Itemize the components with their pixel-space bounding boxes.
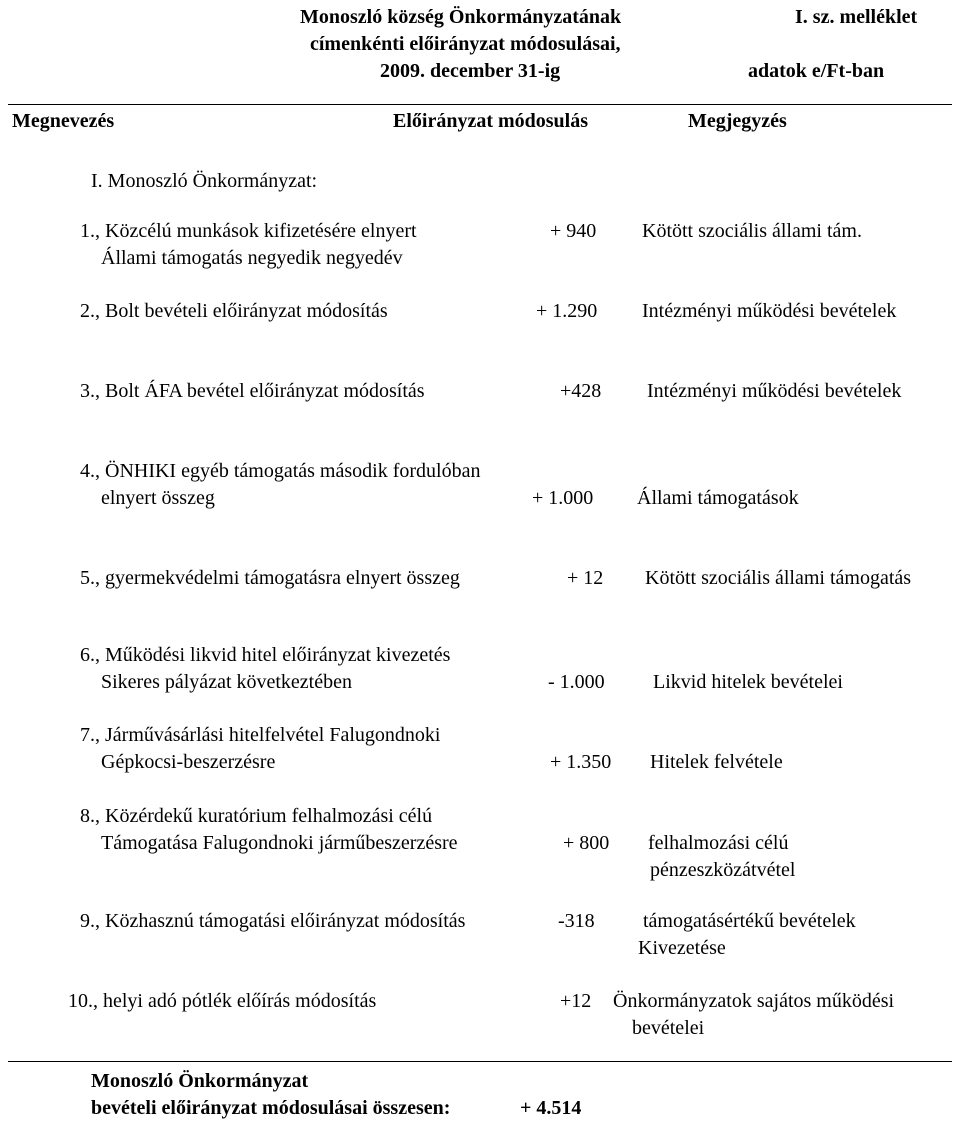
item-2-amount: + 1.290 <box>536 300 598 322</box>
item-2-line-1: 2., Bolt bevételi előirányzat módosítás <box>80 300 388 322</box>
item-6-note: Likvid hitelek bevételei <box>653 671 843 693</box>
summary-rule <box>8 1061 952 1062</box>
item-3-amount: +428 <box>560 380 602 402</box>
item-8-note-line-1: felhalmozási célú <box>648 832 789 854</box>
item-7-line-2: Gépkocsi-beszerzésre <box>101 751 276 773</box>
item-1-amount: + 940 <box>550 220 597 242</box>
item-4-line-1: 4., ÖNHIKI egyéb támogatás második fordulóban <box>80 460 481 482</box>
item-9-note-line-2: Kivezetése <box>638 937 726 959</box>
item-4-line-2: elnyert összeg <box>101 487 215 509</box>
item-6-amount: - 1.000 <box>548 671 605 693</box>
column-header-amount: Előirányzat módosulás <box>393 110 589 132</box>
column-header-note: Megjegyzés <box>688 110 787 132</box>
item-5-amount: + 12 <box>567 567 604 589</box>
header-rule <box>8 104 952 105</box>
summary-total: + 4.514 <box>520 1097 582 1119</box>
item-7-amount: + 1.350 <box>550 751 612 773</box>
item-1-note: Kötött szociális állami tám. <box>642 220 862 242</box>
item-4-amount: + 1.000 <box>532 487 594 509</box>
item-10-note-line-1: Önkormányzatok sajátos működési <box>613 990 895 1012</box>
item-4-note: Állami támogatások <box>637 487 799 509</box>
annex-label: I. sz. melléklet <box>795 6 918 28</box>
item-5-note: Kötött szociális állami támogatás <box>645 567 912 589</box>
item-8-line-1: 8., Közérdekű kuratórium felhalmozási célú <box>80 805 433 827</box>
section-title: I. Monoszló Önkormányzat: <box>91 170 318 192</box>
summary-line-2: bevételi előirányzat módosulásai összesen: <box>91 1097 451 1119</box>
item-1-line-1: 1., Közcélú munkások kifizetésére elnyert <box>80 220 417 242</box>
title-line-3: 2009. december 31-ig <box>380 60 561 82</box>
item-7-line-1: 7., Járművásárlási hitelfelvétel Falugondnoki <box>80 724 441 746</box>
unit-label: adatok e/Ft-ban <box>748 60 885 82</box>
item-9-amount: -318 <box>558 910 595 932</box>
column-header-name: Megnevezés <box>12 110 115 132</box>
item-1-line-2: Állami támogatás negyedik negyedév <box>101 247 403 269</box>
item-2-note: Intézményi működési bevételek <box>642 300 897 322</box>
item-3-note: Intézményi működési bevételek <box>647 380 902 402</box>
item-10-note-line-2: bevételei <box>632 1017 705 1039</box>
summary-line-1: Monoszló Önkormányzat <box>91 1070 309 1092</box>
title-line-1: Monoszló község Önkormányzatának <box>300 6 622 28</box>
item-5-line-1: 5., gyermekvédelmi támogatásra elnyert összeg <box>80 567 460 589</box>
item-8-line-2: Támogatása Falugondnoki járműbeszerzésre <box>101 832 458 854</box>
item-10-amount: +12 <box>560 990 592 1012</box>
title-line-2: címenkénti előirányzat módosulásai, <box>310 33 621 55</box>
item-3-line-1: 3., Bolt ÁFA bevétel előirányzat módosítás <box>80 380 425 402</box>
item-8-amount: + 800 <box>563 832 610 854</box>
item-7-note: Hitelek felvétele <box>650 751 783 773</box>
item-9-line-1: 9., Közhasznú támogatási előirányzat módosítás <box>80 910 466 932</box>
item-6-line-2: Sikeres pályázat következtében <box>101 671 352 693</box>
item-6-line-1: 6., Működési likvid hitel előirányzat kivezetés <box>80 644 451 666</box>
item-9-note-line-1: támogatásértékű bevételek <box>643 910 856 932</box>
item-8-note-line-2: pénzeszközátvétel <box>650 859 796 881</box>
item-10-line-1: 10., helyi adó pótlék előírás módosítás <box>68 990 377 1012</box>
